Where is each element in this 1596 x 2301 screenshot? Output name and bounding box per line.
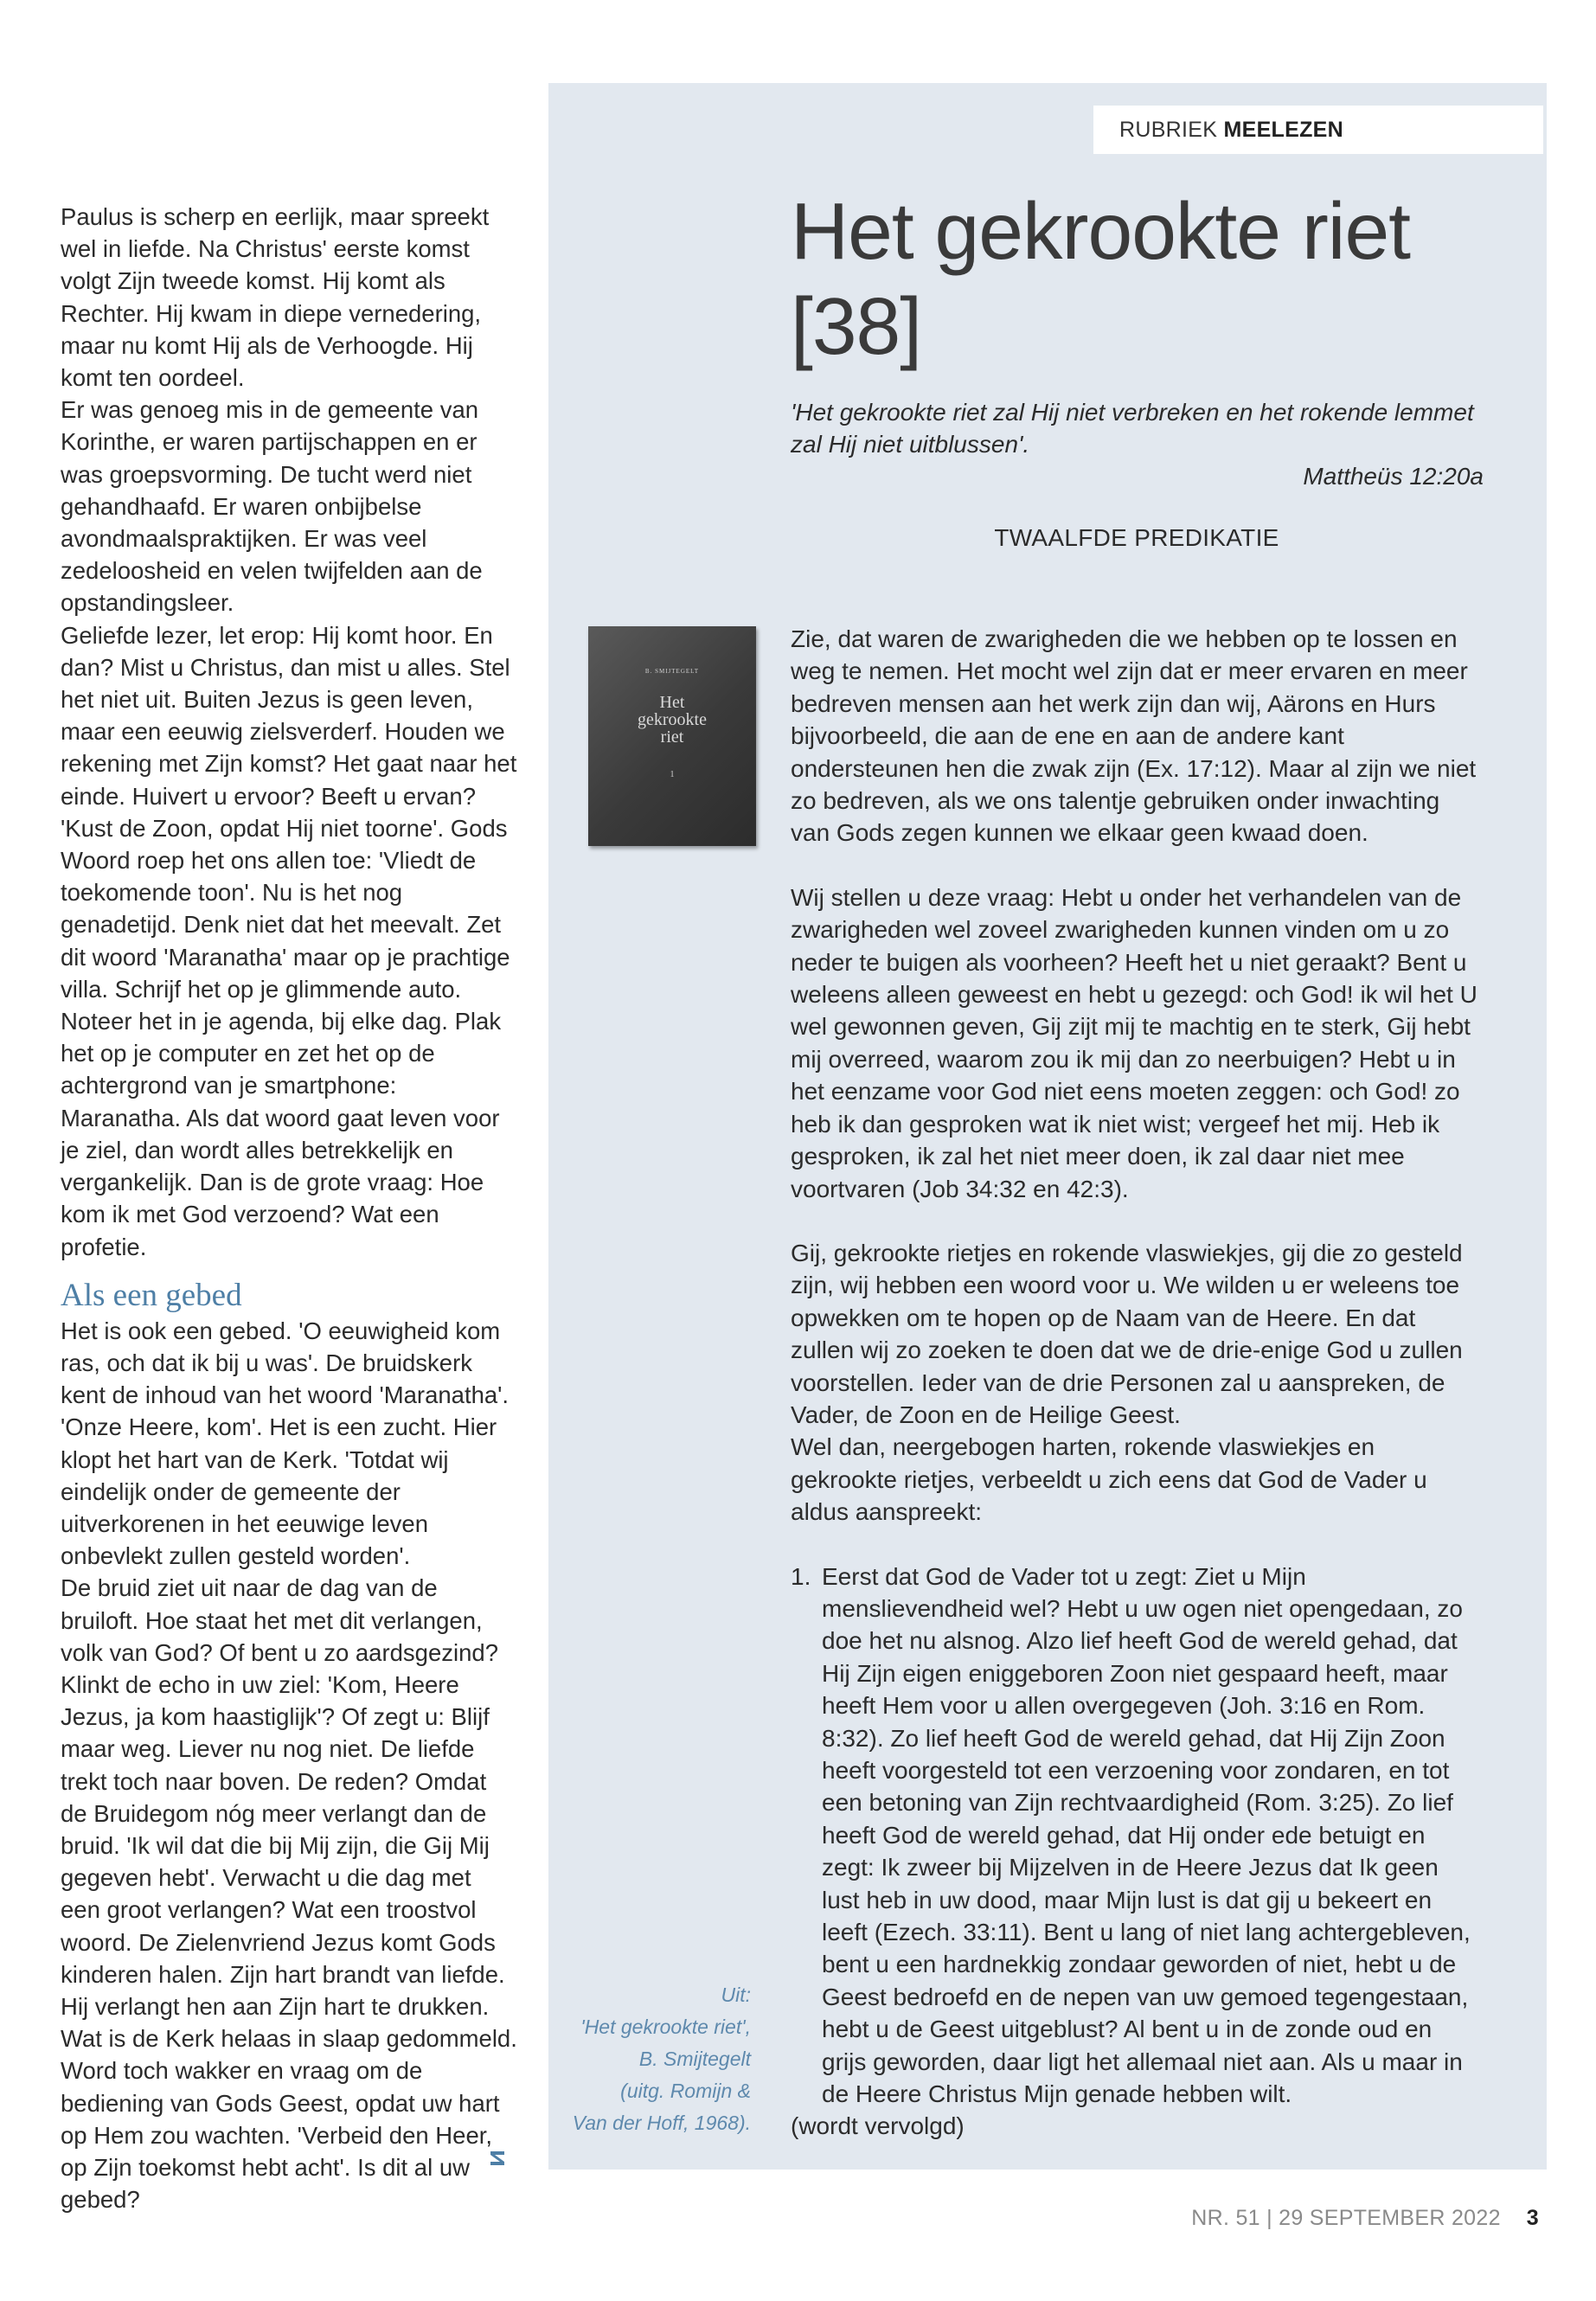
article-title: Het gekrookte riet [38] <box>791 186 1411 371</box>
list-item <box>791 1561 1483 2111</box>
bible-reference: Mattheüs 12:20a <box>1303 463 1484 490</box>
left-paragraph: Er was genoeg mis in de gemeente van Korinthe, er waren partijschappen en er was groepsvorming. De tucht werd niet gehandhaafd. Er waren onbijbelse avondmaalspraktijken. Er was veel zedeloosheid en velen twijfelden aan de opstandingsleer. <box>61 396 483 617</box>
main-paragraph: Wel dan, neergebogen harten, rokende vlaswiekjes en gekrookte rietjes, verbeeldt u zich eens dat God de Vader u aldus aanspreekt: <box>791 1433 1427 1526</box>
rubric-label <box>1093 106 1543 154</box>
page-footer <box>1191 2206 1539 2231</box>
book-title: Het gekrookte riet <box>638 693 707 747</box>
book-author: B. SMIJTEGELT <box>644 668 700 675</box>
sermon-label: TWAALFDE PREDIKATIE <box>994 524 1279 551</box>
rubric-prefix: RUBRIEK <box>1119 118 1224 142</box>
rubric-name: MEELEZEN <box>1223 118 1344 142</box>
main-paragraph: Zie, dat waren de zwarigheden die we hebben op te lossen en weg te nemen. Het mocht wel zijn dat er meer ervaren en meer bedreven mensen aan het werk zijn dan wij, Aärons en Hurs bijvoorbeeld, die aan de ene en aan de andere kant ondersteunen hen die zwak zijn (Ex. 17:12). Maar al zijn we niet zo bedreven, als we ons talentje gebruiken onder inwachting van Gods zegen kunnen we elkaar geen kwaad doen. <box>791 625 1477 847</box>
list-number: 1. <box>791 1562 811 1590</box>
caption-line: Van der Hoff, 1968). <box>572 2112 751 2134</box>
end-of-article-icon <box>488 2149 507 2168</box>
caption-line: Uit: <box>721 1984 751 2006</box>
left-column <box>61 201 517 2215</box>
main-column <box>791 623 1483 2143</box>
main-paragraph: Gij, gekrookte rietjes en rokende vlaswiekjes, gij die zo gesteld zijn, wij hebben een woord voor u. We wilden u er weleens toe opwekken om te hopen op de Naam van de Heere. En dat zullen wij zo zoeken te doen dat we de drie-enige God u zullen voorstellen. Ieder van de drie Personen zal u aanspreken, de Vader, de Zoon en de Heilige Geest. <box>791 1239 1463 1428</box>
left-paragraph: De bruid ziet uit naar de dag van de bruiloft. Hoe staat het met dit verlangen, volk van God? Of bent u zo aardsgezind? Klinkt de echo in uw ziel: 'Kom, Heere Jezus, ja kom haastiglijk'? Of zegt u: Blijf maar weg. Liever nu nog niet. De liefde trekt toch naar boven. De reden? Omdat de Bruidegom nóg meer verlangt dan de bruid. 'Ik wil dat die bij Mij zijn, die Gij Mij gegeven hebt'. Verwacht u die dag met een groot verlangen? Wat een troostvol woord. De Zielenvriend Jezus komt Gods kinderen halen. Zijn hart brandt van liefde. Hij verlangt hen aan Zijn hart te drukken. Wat is de Kerk helaas in slaap gedommeld. Word toch wakker en vraag om de bediening van Gods Geest, opdat uw hart op Hem zou wachten. 'Verbeid den Heer, op Zijn toekomst hebt acht'. Is dit al uw gebed? <box>61 1574 517 2214</box>
page-number: 3 <box>1526 2206 1539 2230</box>
caption-line: 'Het gekrookte riet', <box>580 2016 751 2038</box>
book-volume: 1 <box>670 770 675 779</box>
bible-quote: 'Het gekrookte riet zal Hij niet verbreken en het rokende lemmet zal Hij niet uitblussen'. <box>791 399 1474 458</box>
left-paragraph: Het is ook een gebed. 'O eeuwigheid kom ras, och dat ik bij u was'. De bruidskerk kent de inhoud van het woord 'Maranatha'. 'Onze Heere, kom'. Het is een zucht. Hier klopt het hart van de Kerk. 'Totdat wij eindelijk onder de gemeente der uitverkorenen in het eeuwige leven onbevlekt zullen gesteld worden'. <box>61 1317 510 1570</box>
subheading: Als een gebed <box>61 1277 242 1313</box>
image-caption <box>554 1979 751 2139</box>
list-text: Eerst dat God de Vader tot u zegt: Ziet u Mijn menslievendheid wel? Hebt u uw ogen niet opengedaan, zo doe het nu alsnog. Alzo lief heeft God de wereld gehad, dat Hij Zijn eigen eniggeboren Zoon niet gespaard heeft, maar heeft Hem voor u allen overgegeven (Joh. 3:16 en Rom. 8:32). Zo lief heeft God de wereld gehad, dat Hij Zijn Zoon heeft voorgesteld tot een verzoening voor zondaren, en tot een betoning van Zijn rechtvaardigheid (Rom. 3:25). Zo lief heeft God de wereld gehad, dat Hij onder ede betuigt en zegt: Ik zweer bij Mijzelven in de Heere Jezus dat Ik geen lust heb in uw dood, maar Mijn lust is dat gij u bekeert en leeft (Ezech. 33:11). Bent u lang of niet lang achtergebleven, bent u een hardnekkig zondaar geworden of niet, hebt u de Geest bedroefd en de nepen van uw gemoed tegengestaan, hebt u de Geest uitgeblust? Al bent u in de zonde oud en grijs geworden, daar ligt het allemaal niet aan. Als u maar in de Heere Christus Mijn genade hebben wilt. <box>822 1562 1471 2108</box>
issue-date: NR. 51 | 29 SEPTEMBER 2022 <box>1191 2206 1501 2230</box>
caption-line: (uitg. Romijn & <box>620 2080 751 2102</box>
caption-line: B. Smijtegelt <box>638 2048 751 2070</box>
book-cover-image <box>588 626 756 846</box>
left-paragraph: Paulus is scherp en eerlijk, maar spreekt wel in liefde. Na Christus' eerste komst volgt Zijn tweede komst. Hij komt als Rechter. Hij kwam in diepe vernedering, maar nu komt Hij als de Verhoogde. Hij komt ten oordeel. <box>61 203 490 392</box>
main-paragraph: Wij stellen u deze vraag: Hebt u onder het verhandelen van de zwarigheden wel zoveel zwarigheden kunnen vinden om u zo neder te buigen als voorheen? Heeft het u niet geraakt? Bent u weleens alleen geweest en hebt u gezegd: och God! ik wil het U wel gewonnen geven, Gij zijt mij te machtig en te sterk, Gij hebt mij overreed, waarom zou ik mij dan zo neerbuigen? Hebt u in het eenzame voor God niet eens moeten zeggen: och God! zo heb ik dan gesproken wat ik niet wist; vergeef het mij. Heb ik gesproken, ik zal het niet meer doen, ik zal daar niet mee voortvaren (Job 34:32 en 42:3). <box>791 883 1477 1202</box>
left-paragraph: Geliefde lezer, let erop: Hij komt hoor. En dan? Mist u Christus, dan mist u alles. Stel het niet uit. Buiten Jezus is geen leven, maar een eeuwig zielsverderf. Houden we rekening met Zijn komst? Het gaat naar het einde. Huivert u ervoor? Beeft u ervan? 'Kust de Zoon, opdat Hij niet toorne'. Gods Woord roep het ons allen toe: 'Vliedt de toekomende toon'. Nu is het nog genadetijd. Denk niet dat het meevalt. Zet dit woord 'Maranatha' maar op je prachtige villa. Schrijf het op je glimmende auto. Noteer het in je agenda, bij elke dag. Plak het op je computer en zet het op de achtergrond van je smartphone: Maranatha. Als dat woord gaat leven voor je ziel, dan wordt alles betrekkelijk en vergankelijk. Dan is de grote vraag: Hoe kom ik met God verzoend? Wat een profetie. <box>61 621 517 1260</box>
to-be-continued: (wordt vervolgd) <box>791 2112 965 2140</box>
